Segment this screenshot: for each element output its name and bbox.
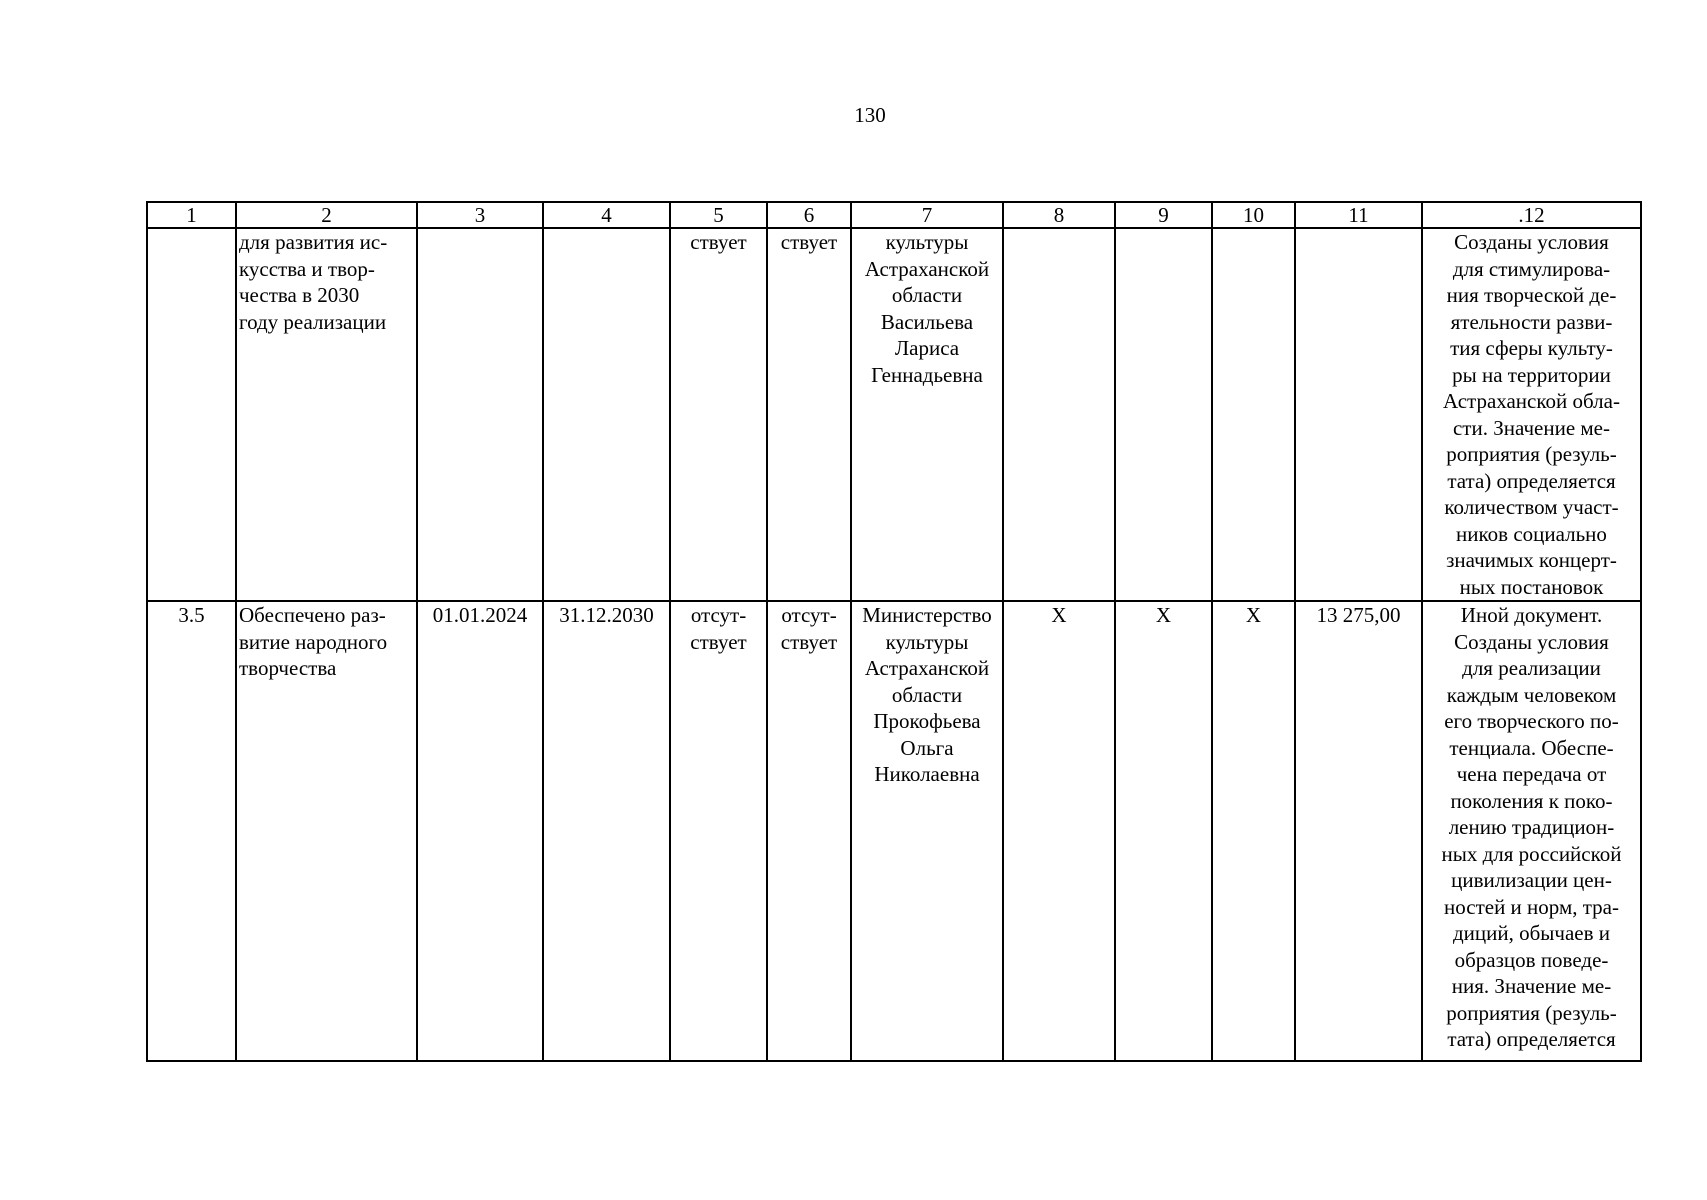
column-header-1: 1	[147, 202, 236, 228]
header-row	[147, 202, 1641, 228]
page-number: 130	[854, 103, 886, 127]
cell-measure-name: для развития ис- кусства и твор- чества в 2030 году реализации	[236, 228, 417, 601]
column-header-12: .12	[1422, 202, 1641, 228]
cell-col6: ствует	[767, 228, 851, 601]
cell-col5: отсут- ствует	[670, 601, 767, 1061]
column-header-3: 3	[417, 202, 543, 228]
column-header-9: 9	[1115, 202, 1212, 228]
cell-amount	[1295, 228, 1422, 601]
cell-col9: Х	[1115, 601, 1212, 1061]
cell-col8	[1003, 228, 1115, 601]
column-header-2: 2	[236, 202, 417, 228]
cell-responsible: Министерство культуры Астраханской области Прокофьева Ольга Николаевна	[851, 601, 1003, 1061]
cell-col10: Х	[1212, 601, 1295, 1061]
cell-description: Созданы условия для стимулирова- ния творческой де- ятельности разви- тия сферы культу- ры на территории Астраханской обла- сти. Значение ме- роприятия (резуль- тата) определяется количеством участ- ников социально значимых концерт- ных постановок	[1422, 228, 1641, 601]
cell-number: 3.5	[147, 601, 236, 1061]
column-header-8: 8	[1003, 202, 1115, 228]
table-row	[147, 601, 1641, 1061]
table-row	[147, 228, 1641, 601]
measures-table	[146, 201, 1642, 1062]
cell-end-date	[543, 228, 670, 601]
column-header-7: 7	[851, 202, 1003, 228]
cell-start-date: 01.01.2024	[417, 601, 543, 1061]
column-header-11: 11	[1295, 202, 1422, 228]
cell-responsible: культуры Астраханской области Васильева Лариса Геннадьевна	[851, 228, 1003, 601]
cell-measure-name: Обеспечено раз- витие народного творчества	[236, 601, 417, 1061]
column-header-5: 5	[670, 202, 767, 228]
cell-col8: Х	[1003, 601, 1115, 1061]
cell-col5: ствует	[670, 228, 767, 601]
cell-col6: отсут- ствует	[767, 601, 851, 1061]
cell-end-date: 31.12.2030	[543, 601, 670, 1061]
cell-description: Иной документ. Созданы условия для реализации каждым человеком его творческого по- тенциала. Обеспе- чена передача от поколения к поко- лению традицион- ных для российской цивилизации цен- ностей и норм, тра- диций, обычаев и образцов поведе- ния. Значение ме- роприятия (резуль- тата) определяется	[1422, 601, 1641, 1061]
column-header-6: 6	[767, 202, 851, 228]
column-header-10: 10	[1212, 202, 1295, 228]
cell-col9	[1115, 228, 1212, 601]
column-header-4: 4	[543, 202, 670, 228]
cell-start-date	[417, 228, 543, 601]
cell-col10	[1212, 228, 1295, 601]
cell-amount: 13 275,00	[1295, 601, 1422, 1061]
cell-number	[147, 228, 236, 601]
